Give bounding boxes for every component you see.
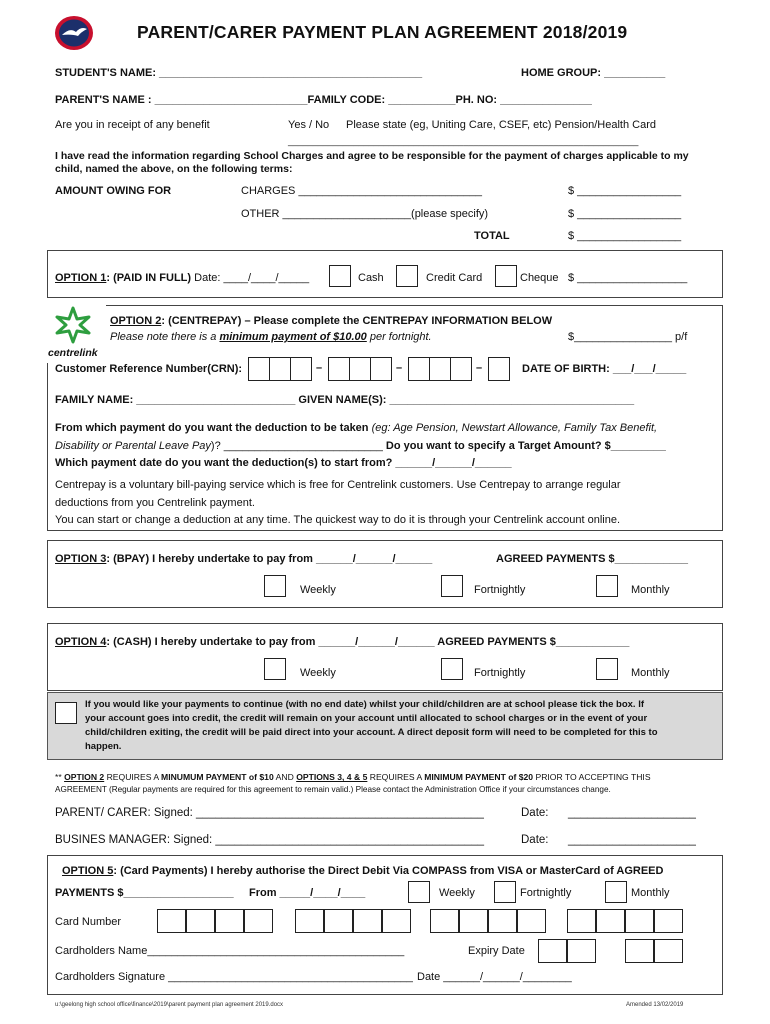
centrelink-logo-text: centrelink xyxy=(48,347,98,359)
option-4-fortnightly-checkbox[interactable] xyxy=(441,658,463,680)
parent-date-label: Date: xyxy=(521,807,549,819)
crn-digit-10[interactable] xyxy=(488,357,510,381)
option-3-label: OPTION 3 xyxy=(55,553,107,565)
card-digit-9[interactable] xyxy=(430,909,459,933)
option-4-weekly-label: Weekly xyxy=(300,667,336,679)
card-digit-15[interactable] xyxy=(625,909,654,933)
option-5-monthly-checkbox[interactable] xyxy=(605,881,627,903)
crn-digit-2[interactable] xyxy=(269,357,291,381)
continue-text-4: happen. xyxy=(85,741,122,752)
deduction-question xyxy=(55,422,657,434)
crn-dash-2: – xyxy=(396,362,403,374)
cheque-checkbox[interactable] xyxy=(495,265,517,287)
declaration-line-1: I have read the information regarding School Charges and agree to be responsible for the payment of charges applicable to my xyxy=(55,150,689,162)
option-4-label: OPTION 4 xyxy=(55,636,107,648)
card-digit-6[interactable] xyxy=(324,909,353,933)
minimum-note-p5: PRIOR TO ACCEPTING THIS xyxy=(533,772,651,782)
option-5-payments-field[interactable]: PAYMENTS $__________________ xyxy=(55,887,234,899)
crn-digit-3[interactable] xyxy=(290,357,312,381)
option-2-heading xyxy=(110,315,552,327)
option-5-monthly-label: Monthly xyxy=(631,887,670,899)
footer-file-path: u:\geelong high school office\finance\2019\parent payment plan agreement 2019.docx xyxy=(55,1002,284,1008)
school-crest-icon xyxy=(54,15,94,51)
student-name-field[interactable]: STUDENT'S NAME: ___________________________________________ xyxy=(55,67,423,79)
expiry-digit-3[interactable] xyxy=(625,939,654,963)
manager-signature-field[interactable]: BUSINES MANAGER: Signed: __________________________________________ xyxy=(55,834,485,846)
option-3-heading xyxy=(55,553,432,565)
card-digit-1[interactable] xyxy=(157,909,186,933)
parent-signature-field[interactable]: PARENT/ CARER: Signed: _____________________________________________ xyxy=(55,807,484,819)
cardholder-signature-field[interactable]: Cardholders Signature ________________________________________ xyxy=(55,971,413,983)
parent-name-field[interactable]: PARENT'S NAME : _________________________FAMILY CODE: ___________PH. NO: _______________ xyxy=(55,94,592,106)
option-2-label: OPTION 2 xyxy=(110,315,162,327)
credit-card-checkbox[interactable] xyxy=(396,265,418,287)
cash-checkbox[interactable] xyxy=(329,265,351,287)
charges-field[interactable]: CHARGES ______________________________ xyxy=(241,185,482,197)
option-2-note-pre: Please note there is a xyxy=(110,331,220,343)
page-title: PARENT/CARER PAYMENT PLAN AGREEMENT 2018/2019 xyxy=(137,22,628,42)
date-of-birth-field[interactable]: DATE OF BIRTH: ___/___/_____ xyxy=(522,363,687,375)
continue-text-1: If you would like your payments to continue (with no end date) whilst your child/children are at school please tick the box. If xyxy=(85,699,644,710)
target-amount-field[interactable]: Do you want to specify a Target Amount? $_________ xyxy=(382,440,666,452)
option-5-from-field[interactable]: From _____/____/____ xyxy=(249,887,366,899)
centrepay-info-1: Centrepay is a voluntary bill-paying service which is free for Centrelink customers. Use Centrepay to arrange regular xyxy=(55,479,621,491)
crn-digit-9[interactable] xyxy=(450,357,472,381)
option-4-heading xyxy=(55,636,629,648)
option-5-fortnightly-checkbox[interactable] xyxy=(494,881,516,903)
minimum-note-options: OPTIONS 3, 4 & 5 xyxy=(296,772,368,782)
minimum-note-min-10: MINUMUM PAYMENT of $10 xyxy=(161,772,274,782)
option-2-note xyxy=(110,331,432,343)
crn-digit-5[interactable] xyxy=(349,357,371,381)
option-4-fortnightly-label: Fortnightly xyxy=(474,667,526,679)
crn-digit-7[interactable] xyxy=(408,357,430,381)
centrepay-info-2: deductions from you Centrelink payment. xyxy=(55,497,255,509)
continue-payments-checkbox[interactable] xyxy=(55,702,77,724)
expiry-digit-2[interactable] xyxy=(567,939,596,963)
centrepay-info-3: You can start or change a deduction at any time. The quickest way to do it is through your Centrelink account online. xyxy=(55,514,621,526)
total-label: TOTAL xyxy=(474,230,510,242)
home-group-field[interactable]: HOME GROUP: __________ xyxy=(521,67,666,79)
card-digit-7[interactable] xyxy=(353,909,382,933)
option-2-note-minimum: minimum payment of $10.00 xyxy=(219,331,367,343)
cash-label: Cash xyxy=(358,272,384,284)
benefit-state-label: Please state (eg, Uniting Care, CSEF, etc) Pension/Health Card xyxy=(346,119,656,131)
credit-card-label: Credit Card xyxy=(426,272,483,284)
total-amount-field[interactable]: $ _________________ xyxy=(568,230,682,242)
yes-no-option[interactable]: Yes / No xyxy=(288,119,330,131)
option-3-monthly-label: Monthly xyxy=(631,584,670,596)
start-date-field[interactable]: Which payment date do you want the deduction(s) to start from? ______/______/______ xyxy=(55,457,512,469)
cheque-label: Cheque xyxy=(520,272,559,284)
deduction-examples-2: Disability or Parental Leave Pay xyxy=(55,440,211,452)
option-2-note-post: per fortnight. xyxy=(366,331,432,343)
expiry-digit-4[interactable] xyxy=(654,939,683,963)
family-given-name-field[interactable]: FAMILY NAME: __________________________ GIVEN NAME(S): ________________________________________ xyxy=(55,394,635,406)
crn-digit-1[interactable] xyxy=(248,357,270,381)
option-4-panel xyxy=(47,623,723,691)
option-2-text: : (CENTREPAY) – Please complete the CENTREPAY INFORMATION BELOW xyxy=(161,315,553,327)
card-digit-3[interactable] xyxy=(215,909,244,933)
option-3-weekly-checkbox[interactable] xyxy=(264,575,286,597)
card-number-label: Card Number xyxy=(55,916,122,928)
option-5-fortnightly-label: Fortnightly xyxy=(520,887,572,899)
option-5-weekly-checkbox[interactable] xyxy=(408,881,430,903)
benefit-question: Are you in receipt of any benefit xyxy=(55,119,210,131)
card-digit-4[interactable] xyxy=(244,909,273,933)
option-3-weekly-label: Weekly xyxy=(300,584,336,596)
centrelink-logo xyxy=(40,303,106,363)
crn-digit-4[interactable] xyxy=(328,357,350,381)
amount-owing-label: AMOUNT OWING FOR xyxy=(55,185,172,197)
cardholder-name-field[interactable]: Cardholders Name__________________________________________ xyxy=(55,945,405,957)
option-1-heading xyxy=(55,272,309,284)
card-digit-13[interactable] xyxy=(567,909,596,933)
option-4-weekly-checkbox[interactable] xyxy=(264,658,286,680)
deduction-question-text: From which payment do you want the deduction to be taken xyxy=(55,422,369,434)
crn-dash-1: – xyxy=(316,362,323,374)
minimum-payment-note-2: AGREEMENT (Regular payments are required for this agreement to remain valid.) Please contact the Administration Office if your circumstances change. xyxy=(55,785,611,794)
option-4-monthly-checkbox[interactable] xyxy=(596,658,618,680)
option-1-label: OPTION 1 xyxy=(55,272,107,284)
card-digit-11[interactable] xyxy=(488,909,517,933)
declaration-line-2: child, named the above, on the following terms: xyxy=(55,163,293,175)
manager-date-field[interactable]: ____________________ xyxy=(568,834,696,846)
crn-digit-6[interactable] xyxy=(370,357,392,381)
minimum-note-p1: ** xyxy=(55,772,65,782)
deduction-examples: (eg: Age Pension, Newstart Allowance, Family Tax Benefit, xyxy=(368,422,658,434)
card-digit-2[interactable] xyxy=(186,909,215,933)
deduction-answer-field[interactable]: )? __________________________ xyxy=(210,440,383,452)
minimum-note-p4: REQUIRES A xyxy=(367,772,425,782)
card-digit-16[interactable] xyxy=(654,909,683,933)
expiry-date-label: Expiry Date xyxy=(468,945,525,957)
minimum-payment-note xyxy=(55,772,651,782)
option-4-text[interactable]: : (CASH) I hereby undertake to pay from ______/______/______ AGREED PAYMENTS $____________ xyxy=(106,636,630,648)
footer-amended-date: Amended 13/02/2019 xyxy=(626,1002,684,1008)
card-digit-5[interactable] xyxy=(295,909,324,933)
minimum-note-p2: REQUIRES A xyxy=(104,772,162,782)
option-5-heading xyxy=(62,865,663,877)
expiry-digit-1[interactable] xyxy=(538,939,567,963)
benefit-state-line[interactable]: ______________________________________________________________________ xyxy=(288,136,639,146)
centrelink-star-icon xyxy=(53,305,93,345)
option-3-agreed-payments-field[interactable]: AGREED PAYMENTS $____________ xyxy=(496,553,688,565)
option-3-panel xyxy=(47,540,723,608)
option-5-date-field[interactable]: Date ______/______/________ xyxy=(417,971,572,983)
other-field[interactable]: OTHER _____________________(please specify) xyxy=(241,208,489,220)
card-digit-12[interactable] xyxy=(517,909,546,933)
option-5-text: : (Card Payments) I hereby authorise the Direct Debit Via COMPASS from VISA or MasterCard of AGREED xyxy=(113,865,664,877)
other-amount-field[interactable]: $ _________________ xyxy=(568,208,682,220)
option-1-amount-field[interactable]: $ __________________ xyxy=(568,272,688,284)
parent-date-field[interactable]: ____________________ xyxy=(568,807,696,819)
option-3-fortnightly-label: Fortnightly xyxy=(474,584,526,596)
per-fortnight-amount-field[interactable]: $________________ p/f xyxy=(568,331,688,343)
option-3-text[interactable]: : (BPAY) I hereby undertake to pay from ______/______/______ xyxy=(106,553,433,565)
card-digit-8[interactable] xyxy=(382,909,411,933)
option-3-monthly-checkbox[interactable] xyxy=(596,575,618,597)
option-4-monthly-label: Monthly xyxy=(631,667,670,679)
manager-date-label: Date: xyxy=(521,834,549,846)
card-digit-14[interactable] xyxy=(596,909,625,933)
minimum-note-p3: AND xyxy=(273,772,297,782)
continue-text-3: child/children exiting, the credit will be paid direct into your account. A direct deposit form will need to be completed for this to xyxy=(85,727,658,738)
card-digit-10[interactable] xyxy=(459,909,488,933)
crn-dash-3: – xyxy=(476,362,483,374)
minimum-note-option-2: OPTION 2 xyxy=(64,772,105,782)
option-1-text: : (PAID IN FULL) xyxy=(106,272,192,284)
continue-text-2: your account goes into credit, the credit will remain on your account until allocated to school charges or in the event of your xyxy=(85,713,648,724)
charges-amount-field[interactable]: $ _________________ xyxy=(568,185,682,197)
option-3-fortnightly-checkbox[interactable] xyxy=(441,575,463,597)
minimum-note-min-20: MINIMUM PAYMENT of $20 xyxy=(424,772,534,782)
option-5-weekly-label: Weekly xyxy=(439,887,475,899)
deduction-answer-row[interactable] xyxy=(55,440,666,452)
crn-digit-8[interactable] xyxy=(429,357,451,381)
crn-label: Customer Reference Number(CRN): xyxy=(55,363,243,375)
option-5-label: OPTION 5 xyxy=(62,865,114,877)
option-1-date-field[interactable]: Date: ____/____/_____ xyxy=(194,272,310,284)
